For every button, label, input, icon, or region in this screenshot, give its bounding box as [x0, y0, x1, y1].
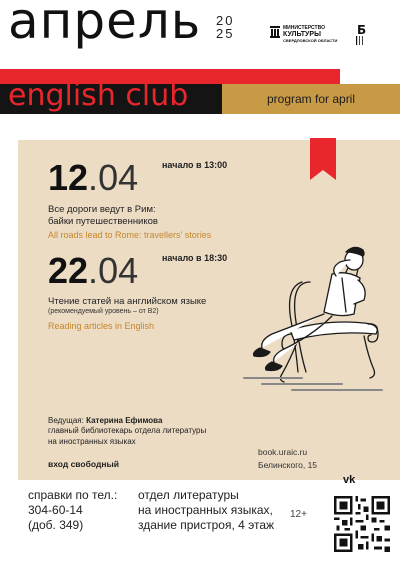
age-rating: 12+ [290, 509, 307, 520]
event-1-title-ru-line-1: Все дороги ведут в Рим: [48, 204, 156, 215]
event-2-day: 22 [48, 250, 89, 291]
ministry-text [283, 25, 343, 44]
event-2-title-ru: Чтение статей на английском языке [48, 296, 207, 307]
site-block [258, 446, 317, 472]
dept-line-2: на иностранных языках, [138, 503, 273, 517]
bookmark-icon [310, 138, 336, 180]
library-logo-icon [355, 22, 369, 46]
event-1-start: начало в 13:00 [162, 160, 228, 170]
event-2-month: 04 [98, 250, 139, 291]
event-2-date: 22.04 [48, 250, 139, 291]
event-1-title-ru [48, 204, 158, 229]
host-label: Ведущая: [48, 416, 84, 425]
event-2-subtitle: (рекомендуемый уровень – от B2) [48, 308, 159, 315]
event-2-title-en: Reading articles in English [48, 321, 155, 331]
host-role-2: на иностранных языках [48, 436, 136, 446]
year [216, 14, 234, 40]
phone-number: 304-60-14 [28, 503, 83, 517]
qr-code-icon[interactable] [334, 496, 390, 552]
ministry-line-2: КУЛЬТУРЫ [283, 31, 321, 38]
event-1-month: 04 [98, 157, 139, 198]
club-name: english club [8, 78, 189, 113]
program-label: program for april [266, 92, 356, 106]
host-line [48, 416, 206, 426]
dept-line-1: отдел литературы [138, 488, 239, 502]
event-1-title-en: All roads lead to Rome: travellers' stories [48, 230, 212, 240]
phone-ext: (доб. 349) [28, 518, 84, 532]
entry-free: вход свободный [48, 459, 119, 469]
page-title: апрель [8, 0, 202, 50]
event-2-start: начало в 18:30 [162, 253, 228, 263]
event-1-day: 12 [48, 157, 89, 198]
dept-line-3: здание пристроя, 4 этаж [138, 518, 275, 532]
phone-block [28, 488, 117, 533]
event-1-date: 12.04 [48, 157, 139, 198]
site-url[interactable]: book.uraic.ru [258, 447, 308, 457]
ministry-emblem-icon [270, 26, 280, 38]
department-block [138, 488, 274, 533]
host-name: Катерина Ефимова [86, 416, 163, 425]
host-role-1: главный библиотекарь отдела литературы [48, 426, 207, 436]
year-top: 20 [216, 13, 235, 28]
event-1-title-ru-line-2: байки путешественников [48, 216, 158, 228]
site-address: Белинского, 15 [258, 459, 318, 470]
svg-text:Б: Б [357, 23, 367, 37]
ministry-line-1: МИНИСТЕРСТВО [283, 25, 325, 31]
year-bottom: 25 [216, 26, 235, 41]
phone-label: справки по тел.: [28, 488, 118, 502]
reader-illustration [232, 238, 392, 398]
host-block [48, 416, 206, 447]
vk-icon[interactable]: vk [343, 474, 356, 486]
ministry-line-3: СВЕРДЛОВСКОЙ ОБЛАСТИ [283, 38, 338, 44]
